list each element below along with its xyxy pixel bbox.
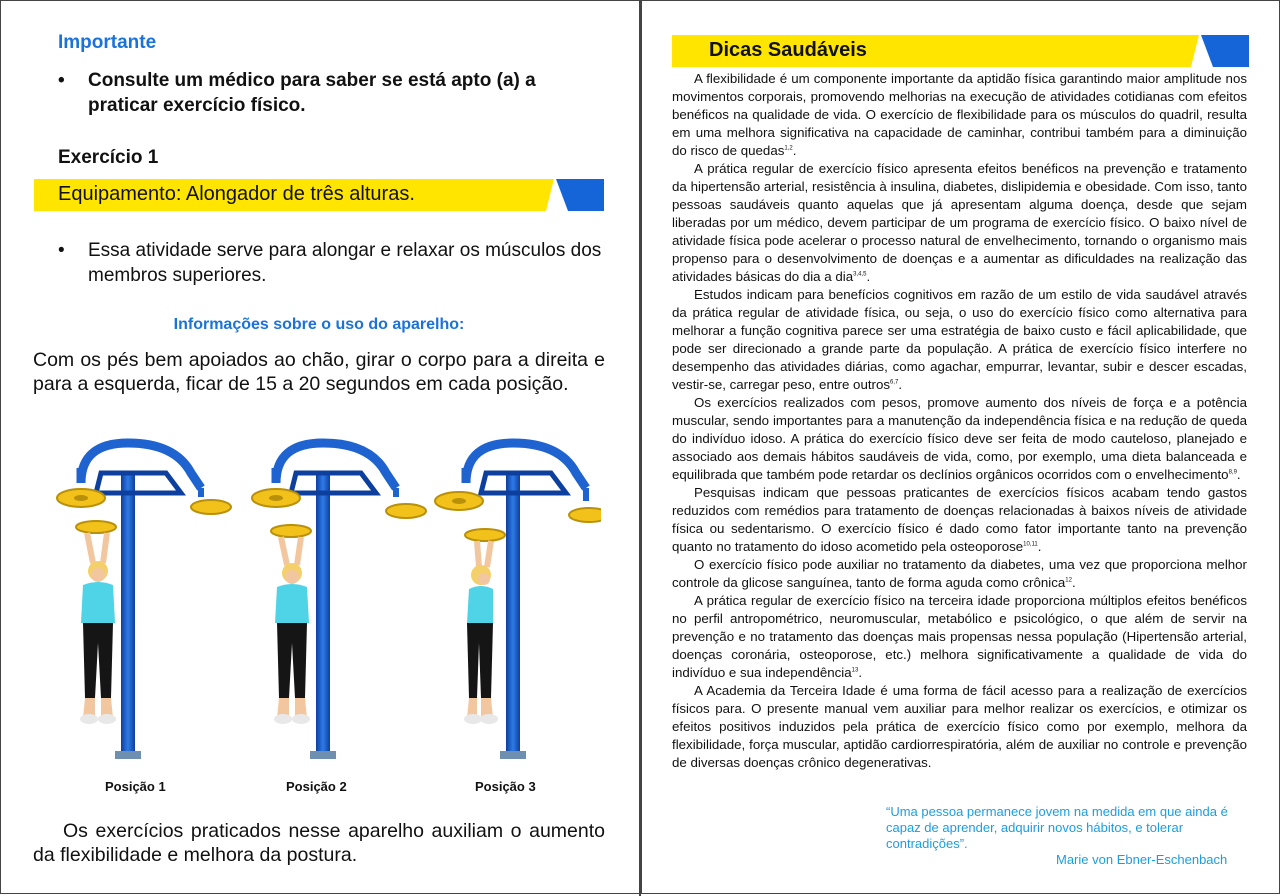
tips-paragraph xyxy=(672,70,1247,160)
paragraph-text: A prática regular de exercício físico na terceira idade proporciona múltiplos efeitos benéficos no perfil antropométrico, neuromuscular, metabólico e psicológico, o que além de servir na prevenção e no tratamento das doenças mais propensas nessa população (Hipertensão arterial, doenças coronária, osteoporose, etc.) melhora significativamente a qualidade de vida do indivíduo e sua independência xyxy=(672,593,1247,680)
paragraph-end: . xyxy=(1037,539,1042,554)
reference-superscript: 3,4,5 xyxy=(853,271,867,278)
equipment-banner xyxy=(34,179,604,211)
reference-superscript: 10,11 xyxy=(1023,541,1038,548)
reference-superscript: 12 xyxy=(1065,577,1072,584)
instructions-paragraph: Com os pés bem apoiados ao chão, girar o corpo para a direita e para a esquerda, ficar de 15 a 20 segundos em cada posição. xyxy=(33,349,605,395)
exercise-title: Exercício 1 xyxy=(58,147,159,168)
reference-superscript: 6,7 xyxy=(890,379,899,386)
caption-position-3: Posição 3 xyxy=(475,779,536,794)
important-bullet-text: Consulte um médico para saber se está apto (a) a praticar exercício físico. xyxy=(88,70,536,116)
person-figure-3 xyxy=(464,541,498,724)
tips-body xyxy=(672,70,1247,772)
stretcher-illustration xyxy=(41,433,601,793)
tips-banner xyxy=(672,35,1249,67)
tips-paragraph xyxy=(672,394,1247,484)
person-figure-2 xyxy=(274,537,310,724)
tips-paragraph xyxy=(672,286,1247,394)
equipment-position-1 xyxy=(57,443,231,759)
tips-paragraph xyxy=(672,484,1247,556)
paragraph-text: Estudos indicam para benefícios cognitivos em razão de um estilo de vida saudável através da prática regular de atividade física, ou seja, o uso do exercício físico como alternativa para melhorar a função cognitiva parece ser uma estratégia de baixo custo e fácil aplicabilidade, que pode ser direcionado a grande parte da população. A prática de exercício físico interfere no desempenho das atividades diárias, como agachar, empurrar, levantar, subir e descer escadas, vestir-se, carregar peso, entre outros xyxy=(672,287,1247,392)
reference-superscript: 8,9 xyxy=(1228,469,1237,476)
paragraph-end: . xyxy=(898,377,903,392)
left-page xyxy=(0,0,641,894)
paragraph-end: . xyxy=(1236,467,1241,482)
paragraph-text: A Academia da Terceira Idade é uma forma de fácil acesso para a realização de exercícios físicos para. O presente manual vem auxiliar para melhor realizar os exercícios, e otimizar os efeitos positivos induzidos pela prática de exercício físico como por exemplo, melhora da flexibilidade, força muscular, aptidão cardiorrespiratória, além de auxiliar no controle e prevenção de diversas doenças crônico degenerativas. xyxy=(672,683,1247,770)
bullet-dot-icon: • xyxy=(58,70,65,91)
info-heading: Informações sobre o uso do aparelho: xyxy=(173,316,465,333)
paragraph-end: . xyxy=(866,269,871,284)
conclusion-paragraph: Os exercícios praticados nesse aparelho auxiliam o aumento da flexibilidade e melhora da postura. xyxy=(33,820,605,866)
bullet-dot-icon: • xyxy=(58,240,65,261)
paragraph-text: Os exercícios realizados com pesos, promove aumento dos níveis de força e a potência muscular, sendo importantes para a manutenção da independência física e na redução de queda do indivíduo idoso. A prática do exercício físico deve ser feita de modo cauteloso, planejado e associado aos demais hábitos saudáveis de vida, como, por exemplo, uma dieta balanceada e equilibrada que também pode retardar os declínios orgânicos ocorridos com o envelhecimento xyxy=(672,395,1247,482)
paragraph-end: . xyxy=(858,665,863,680)
tips-paragraph xyxy=(672,682,1247,772)
equipment-position-2 xyxy=(252,443,426,759)
paragraph-text: A flexibilidade é um componente importante da aptidão física garantindo maior amplitude nos movimentos corporais, promovendo melhorias na execução de atividades cotidianas com efeitos benéficos na qualidade de vida. O exercício de flexibilidade para os músculos do quadril, resulta em uma melhora significativa na capacidade de caminhar, contribui também para a diminuição do risco de quedas xyxy=(672,71,1247,158)
banner-blue-tab xyxy=(556,179,604,211)
tips-paragraph xyxy=(672,556,1247,592)
equipment-banner-text: Equipamento: Alongador de três alturas. xyxy=(58,183,415,205)
person-figure-1 xyxy=(80,533,116,724)
banner-blue-tab xyxy=(1201,35,1249,67)
caption-position-2: Posição 2 xyxy=(286,779,347,794)
paragraph-text: Pesquisas indicam que pessoas praticantes de exercícios físicos acabam tendo gastos reduzidos com remédios para tratamento de doenças relacionadas à baixos níveis de atividade física ou sedentarismo. O exercício físico é dado como fator importante tanto na prevenção quanto no tratamento do idoso acometido pela osteoporose xyxy=(672,485,1247,554)
purpose-bullet-text: Essa atividade serve para alongar e relaxar os músculos dos membros superiores. xyxy=(88,240,602,286)
tips-paragraph xyxy=(672,160,1247,286)
caption-position-1: Posição 1 xyxy=(105,779,166,794)
quote-author: Marie von Ebner-Eschenbach xyxy=(1056,852,1228,867)
equipment-position-3 xyxy=(435,443,601,759)
paragraph-end: . xyxy=(1071,575,1076,590)
reference-superscript: 13 xyxy=(851,667,859,674)
tips-paragraph xyxy=(672,592,1247,682)
quote-text: “Uma pessoa permanece jovem na medida em que ainda é capaz de aprender, adquirir novos hábitos, e tolerar contradições”. xyxy=(886,804,1228,851)
important-heading: Importante xyxy=(58,32,157,53)
reference-superscript: 1,2 xyxy=(784,145,793,152)
tips-banner-title: Dicas Saudáveis xyxy=(709,39,867,61)
paragraph-end: . xyxy=(792,143,797,158)
paragraph-text: O exercício físico pode auxiliar no tratamento da diabetes, uma vez que proporciona melhor controle da glicose sanguínea, tanto de forma aguda como crônica xyxy=(672,557,1247,590)
paragraph-text: A prática regular de exercício físico apresenta efeitos benéficos na prevenção e tratamento da hipertensão arterial, resistência à insulina, diabetes, dislipidemia e obesidade. Com isso, tanto pessoas saudáveis quanto aquelas que já apresentam alguma doença, desde que sejam liberadas por um médico, devem participar de um programa de exercício físico. O baixo nível de atividade física pode acelerar o processo natural de envelhecimento, tornando o organismo mais propenso para o desenvolvimento de doenças e a aumentar as dificuldades na realização das atividades básicas do dia a dia xyxy=(672,161,1247,284)
